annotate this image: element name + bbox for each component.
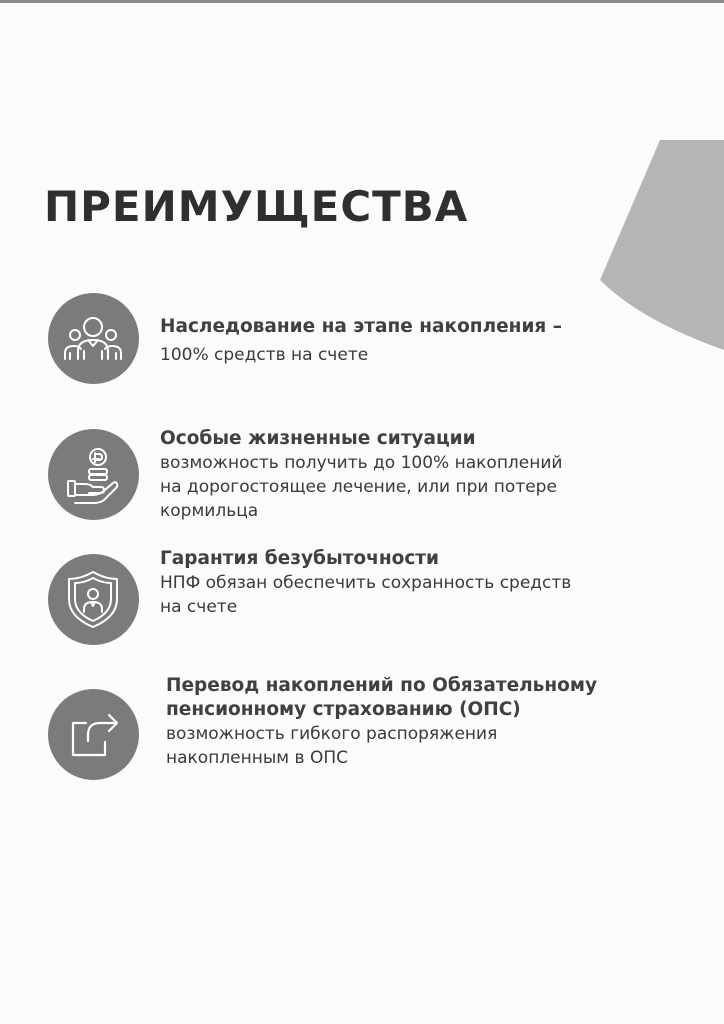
benefit-title: Наследование на этапе накопления – xyxy=(160,316,562,337)
benefit-description-line: на счете xyxy=(160,597,238,617)
page-title: ПРЕИМУЩЕСТВА xyxy=(44,182,469,231)
scan-edge-line xyxy=(0,0,724,3)
benefit-description-line: возможность гибкого распоряжения xyxy=(166,724,498,744)
benefit-description: 100% средств на счете xyxy=(160,345,369,365)
family-icon xyxy=(48,293,139,384)
benefit-title-line: пенсионному страхованию (ОПС) xyxy=(166,699,521,720)
transfer-arrow-icon xyxy=(48,689,139,780)
benefit-title-line: Перевод накоплений по Обязательному xyxy=(166,675,598,696)
benefit-description-line: на дорогостоящее лечение, или при потере xyxy=(160,477,557,497)
benefit-title: Особые жизненные ситуации xyxy=(160,428,476,449)
hand-coins-icon xyxy=(48,429,139,520)
benefit-icon-circle xyxy=(48,689,139,780)
benefit-icon-circle xyxy=(48,429,139,520)
benefit-description-line: возможность получить до 100% накоплений xyxy=(160,453,563,473)
benefit-description-line: НПФ обязан обеспечить сохранность средств xyxy=(160,573,572,593)
benefit-title: Гарантия безубыточности xyxy=(160,548,439,569)
benefit-icon-circle xyxy=(48,293,139,384)
benefit-description-line: накопленным в ОПС xyxy=(166,748,348,768)
benefit-icon-circle xyxy=(48,554,139,645)
shield-person-icon xyxy=(48,554,139,645)
benefit-description-line: кормильца xyxy=(160,501,259,521)
